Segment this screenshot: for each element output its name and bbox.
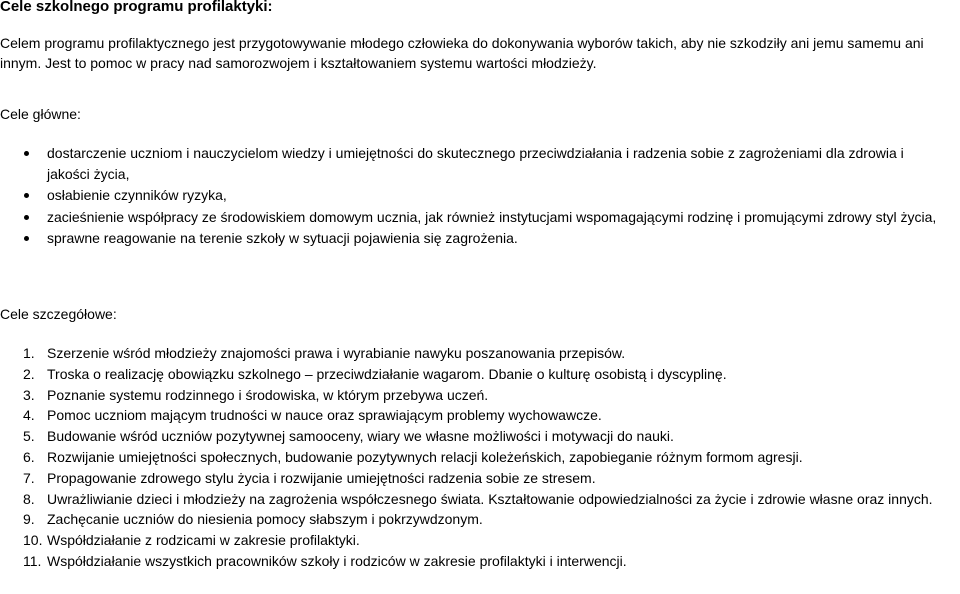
list-item xyxy=(0,343,960,364)
list-item xyxy=(0,185,960,206)
bullet-icon xyxy=(24,151,29,156)
list-item xyxy=(0,426,960,447)
detailed-goals-heading: Cele szczegółowe: xyxy=(0,306,117,322)
list-item-text: Propagowanie zdrowego stylu życia i rozwijanie umiejętności radzenia sobie ze stresem. xyxy=(47,469,596,486)
list-item xyxy=(0,364,960,385)
list-item xyxy=(0,143,960,184)
list-item-text: osłabienie czynników ryzyka, xyxy=(47,187,227,203)
main-goals-list xyxy=(0,143,960,250)
list-item-text: Uwrażliwianie dzieci i młodzieży na zagrożenia współczesnego świata. Kształtowanie odpowiedzialności za życie i zdrowie własne oraz innych. xyxy=(47,490,933,507)
list-item xyxy=(0,385,960,406)
bullet-icon xyxy=(24,236,29,241)
list-item xyxy=(0,468,960,489)
item-number: 4. xyxy=(23,407,35,424)
list-item xyxy=(0,228,960,249)
list-item-text: dostarczenie uczniom i nauczycielom wiedzy i umiejętności do skutecznego przeciwdziałania i radzenia sobie z zagrożeniami dla zdrowia i jakości życia, xyxy=(47,145,904,182)
list-item-text: sprawne reagowanie na terenie szkoły w sytuacji pojawienia się zagrożenia. xyxy=(47,230,518,246)
main-goals-heading: Cele główne: xyxy=(0,106,81,122)
list-item-text: Współdziałanie wszystkich pracowników szkoły i rodziców w zakresie profilaktyki i interwencji. xyxy=(47,552,627,569)
item-number: 2. xyxy=(23,365,35,382)
item-number: 1. xyxy=(23,345,35,361)
item-number: 5. xyxy=(23,428,35,445)
item-number: 9. xyxy=(23,511,35,528)
list-item-text: Budowanie wśród uczniów pozytywnej samooceny, wiary we własne możliwości i motywacji do nauki. xyxy=(47,428,674,445)
list-item xyxy=(0,405,960,426)
list-item-text: Współdziałanie z rodzicami w zakresie profilaktyki. xyxy=(47,532,360,549)
item-number: 8. xyxy=(23,490,35,507)
list-item xyxy=(0,509,960,530)
item-number: 10. xyxy=(23,532,43,549)
intro-paragraph: Celem programu profilaktycznego jest przygotowywanie młodego człowieka do dokonywania wyborów takich, aby nie szkodziły ani jemu samemu ani innym. Jest to pomoc w pracy nad samorozwojem i kształtowaniem systemu wartości młodzieży. xyxy=(0,35,924,71)
list-item xyxy=(0,207,960,228)
detailed-goals-list xyxy=(0,343,960,572)
item-number: 3. xyxy=(23,386,35,403)
bullet-icon xyxy=(24,215,29,220)
list-item xyxy=(0,489,960,510)
list-item-text: Szerzenie wśród młodzieży znajomości prawa i wyrabianie nawyku poszanowania przepisów. xyxy=(47,345,626,361)
list-item xyxy=(0,447,960,468)
list-item-text: Troska o realizację obowiązku szkolnego – przeciwdziałanie wagarom. Dbanie o kulturę osobistą i dyscyplinę. xyxy=(47,365,727,382)
document-title: Cele szkolnego programu profilaktyki: xyxy=(0,0,273,15)
list-item-text: Poznanie systemu rodzinnego i środowiska, w którym przebywa uczeń. xyxy=(47,386,489,403)
item-number: 6. xyxy=(23,448,35,465)
bullet-icon xyxy=(24,193,29,198)
list-item xyxy=(0,551,960,572)
item-number: 11. xyxy=(23,552,42,569)
list-item-text: Zachęcanie uczniów do niesienia pomocy słabszym i pokrzywdzonym. xyxy=(47,511,483,528)
list-item xyxy=(0,530,960,551)
list-item-text: Pomoc uczniom mającym trudności w nauce oraz sprawiającym problemy wychowawcze. xyxy=(47,407,602,424)
list-item-text: Rozwijanie umiejętności społecznych, budowanie pozytywnych relacji koleżeńskich, zapobieganie różnym formom agresji. xyxy=(47,448,803,465)
list-item-text: zacieśnienie współpracy ze środowiskiem domowym ucznia, jak również instytucjami wspomagającymi rodzinę i promującymi zdrowy styl życia, xyxy=(47,208,937,225)
item-number: 7. xyxy=(23,469,35,486)
